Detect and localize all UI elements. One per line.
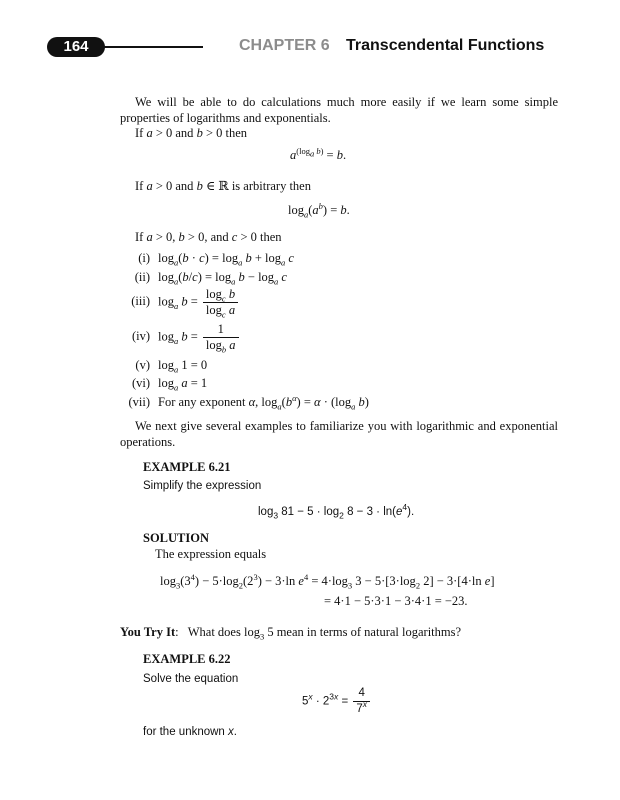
condition-3: If a > 0, b > 0, and c > 0 then (135, 230, 282, 244)
example-6-22-heading: EXAMPLE 6.22 (143, 652, 231, 666)
chapter-title: Transcendental Functions (346, 37, 545, 54)
property-vii: (vii) For any exponent α, $\log_a(b^\alpha) = \alpha \cdot (\log_a$ b) (128, 392, 369, 412)
examples-intro: We next give several examples to familiarize you with logarithmic and exponential operations. (120, 419, 558, 449)
property-vi: (vi) $\log_a a = 1$ (131, 376, 208, 393)
chapter-label: CHAPTER 6 (239, 37, 330, 54)
property-v: (v) $\log_a 1 = 0$ (135, 358, 208, 375)
condition-2: If a > 0 and b ∈ ℝ is arbitrary then (135, 179, 311, 193)
page-number-badge: 164 (47, 37, 105, 57)
solution-text: The expression equals (155, 547, 267, 561)
condition-1: If a > 0 and b > 0 then (135, 126, 248, 140)
example-6-21-expression: $\log_3 81 - 5 \cdot \log_2 8 - 3 \cdot \ln(e^4)$. (258, 502, 415, 521)
example-6-21-heading: EXAMPLE 6.21 (143, 460, 231, 474)
header-rule (100, 46, 203, 48)
solution-line-1: $\log_3(3^4) - 5\cdot\log_2(2^3) - 3\cdot\ln$ $e^4 = 4\cdot\log_3$ $3 - 5\cdot[3\cdot\log_2$ 2] − 3·[4·ln e] (160, 571, 495, 591)
example-6-22-equation: $5^x \cdot 2^{3x}$ = $\frac{4}{7^x}$ (302, 686, 372, 717)
identity-equation-2: $\log_a(a^b) = b$. (288, 200, 350, 220)
property-iii: (iii) $\log_a b$ = $\frac{\log_c b}{\log_c a}$ (120, 287, 240, 318)
solution-heading: SOLUTION (143, 531, 209, 545)
example-6-22-prompt: Solve the equation (143, 673, 239, 685)
property-i: (i) $\log_a(b \cdot c) = \log_a b + \log_a c$ (138, 251, 294, 268)
property-ii: (ii) $\log_a(b/c) = \log_a b - \log_a c$ (134, 270, 287, 287)
intro-paragraph: We will be able to do calculations much more easily if we learn some simple properties of logarithms and exponentials. (120, 95, 558, 125)
property-iv: (iv) $\log_a b$ = $\frac{1}{\log_b a}$ (120, 322, 241, 353)
identity-equation-1: $a^{(log_a b)} = b$. (290, 145, 347, 162)
you-try-it: You Try It: What does $\log_3 5$ mean in terms of natural logarithms? (120, 625, 462, 642)
example-6-22-followup: for the unknown x. (143, 726, 237, 738)
example-6-21-prompt: Simplify the expression (143, 480, 262, 492)
solution-line-2: = 4·1 − 5·3·1 − 3·4·1 = −23. (324, 594, 468, 608)
